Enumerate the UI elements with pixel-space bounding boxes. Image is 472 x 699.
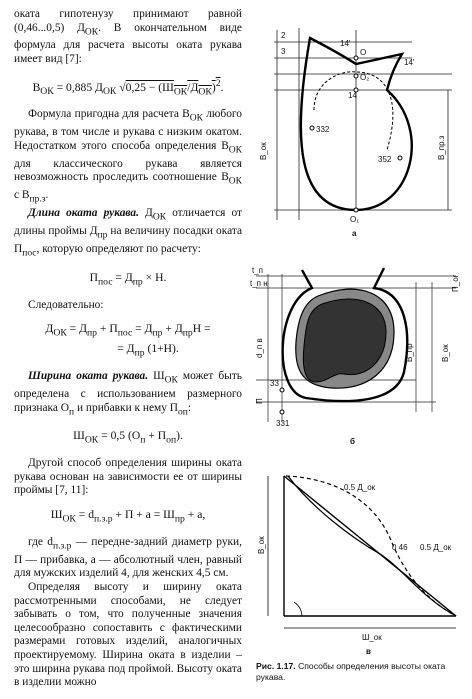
label-tp: t_п xyxy=(252,266,264,275)
figure-a xyxy=(252,10,466,240)
equation-2: $П_{пос} = Д_{пр} \times Н$. xyxy=(89,270,167,288)
panel-a: а xyxy=(352,229,357,238)
point-O2 xyxy=(354,74,358,78)
label-half-Dok-2: 0.5 Д_ок xyxy=(420,543,452,552)
caption-text: Способы определения высоты оката рукава. xyxy=(256,661,446,682)
panel-c: в xyxy=(366,647,371,656)
para-7: где $d_{п.з.р}$ — передне-задний диаметр руки, П — прибавка, а — абсолютный член, равный для мужских изделий 4, для женских 4,5 см. xyxy=(14,535,242,580)
label-Vok: В_ок xyxy=(259,142,268,160)
label-14p: 14' xyxy=(340,39,351,48)
label-3: 3 xyxy=(281,47,286,56)
equation-5: $Ш_{ОК} = d_{п.з.р} + П + а = Ш_{пр} + а$, xyxy=(50,508,206,525)
para-8: Определяя высоту и ширину оката рассмотренными способами, не следует забывать о том, что полученные значения целесообразно сопоставить с фактическими размерами готовых изделий, аналогичных проектируемому. Ширина оката в изделии – это ширина рукава под проймой. Высоту оката в изделии можно xyxy=(14,581,242,689)
panel-b: б xyxy=(350,437,355,446)
dashed-curve xyxy=(314,72,393,150)
point-352 xyxy=(398,156,402,160)
label-2: 2 xyxy=(281,31,286,40)
label-tpn: t_п н xyxy=(250,279,268,288)
label-14: 14 xyxy=(348,91,357,100)
label-331: 331 xyxy=(276,419,290,428)
label-O2: О₂ xyxy=(360,73,370,82)
point-O1 xyxy=(354,208,358,212)
para-3: Длина оката рукава. $Д_{ОК}$ отличается от длины проймы $Д_{пр}$ на величину посадки оката $П_{пос}$, которую определяют по расчету: xyxy=(14,207,243,259)
label-Vprz: В_пр.з xyxy=(437,135,446,160)
label-14p-right: 14' xyxy=(404,58,415,67)
equation-3a: $Д_{ОК} = Д_{пр} + П_{пос} = Д_{пр} + Д_{пр}Н$ = xyxy=(45,322,211,339)
caption-number: Рис. 1.17. xyxy=(256,661,296,671)
point-33 xyxy=(280,388,284,392)
equation-3b: = $Д_{пр}$ (1+Н). xyxy=(117,342,179,359)
label-352: 352 xyxy=(378,155,392,164)
heading-width: Ширина оката рукава. xyxy=(28,370,149,383)
label-O1: О₁ xyxy=(350,215,359,224)
para-4: Следовательно: xyxy=(28,298,104,311)
point-O xyxy=(354,56,358,60)
label-Shok: Ш_ок xyxy=(362,633,382,642)
label-dpv: d_п в xyxy=(255,338,264,358)
heading-length: Длина оката рукава. xyxy=(28,207,139,220)
label-33: 33 xyxy=(270,379,279,388)
label-Vok-c: В_ок xyxy=(257,536,266,554)
label-half-Dok: 0.5 Д_ок xyxy=(344,483,376,492)
para-6: Другой способ определения ширины оката рукава основан на зависимости ее от ширины проймы [7, 11]: xyxy=(14,457,242,497)
text-column xyxy=(14,8,242,690)
label-046: 0 46 xyxy=(392,543,408,552)
label-P: П xyxy=(255,398,264,404)
label-Vok-b: В_ок xyxy=(441,344,450,362)
angle-arc xyxy=(294,602,302,616)
point-332 xyxy=(310,126,314,130)
figure-c xyxy=(252,468,466,656)
point-331 xyxy=(280,410,284,414)
label-O: О xyxy=(360,48,367,57)
figure-caption xyxy=(256,661,466,683)
equation-4: $Ш_{ОК} = 0,5$ $(О_п + П_{оп})$. xyxy=(73,429,183,446)
equation-1: $В_{ОК} = 0,885$ $Д_{ОК}$ $√0,25 - (Ш_{ОК}/Д_{ОК})^2$. xyxy=(32,77,224,97)
label-Vpr: В_пр xyxy=(405,343,414,362)
para-2: Формула пригодна для расчета $В_{ОК}$ любого рукава, в том числе и рукава с низким окатом. Недостатком этого способа определения $В_{ОК}$ для классического рукава является невозможность проследить соотношение $В_{ОК}$ с $В_{пр.з}$. xyxy=(14,108,242,205)
label-Pog: П_ог xyxy=(451,274,460,292)
figure-b xyxy=(246,262,468,452)
label-332: 332 xyxy=(316,125,330,134)
para-1: оката гипотенузу принимают равной (0,46...0,5) $Д_{ОК}$. В окончательном виде формула для расчета высоты оката рукава имеет вид [7]: xyxy=(14,8,242,66)
para-5: Ширина оката рукава. $Ш_{ОК}$ может быть определена с использованием размерного признака $О_п$ и прибавки к нему $П_{оп}$: xyxy=(14,370,242,417)
